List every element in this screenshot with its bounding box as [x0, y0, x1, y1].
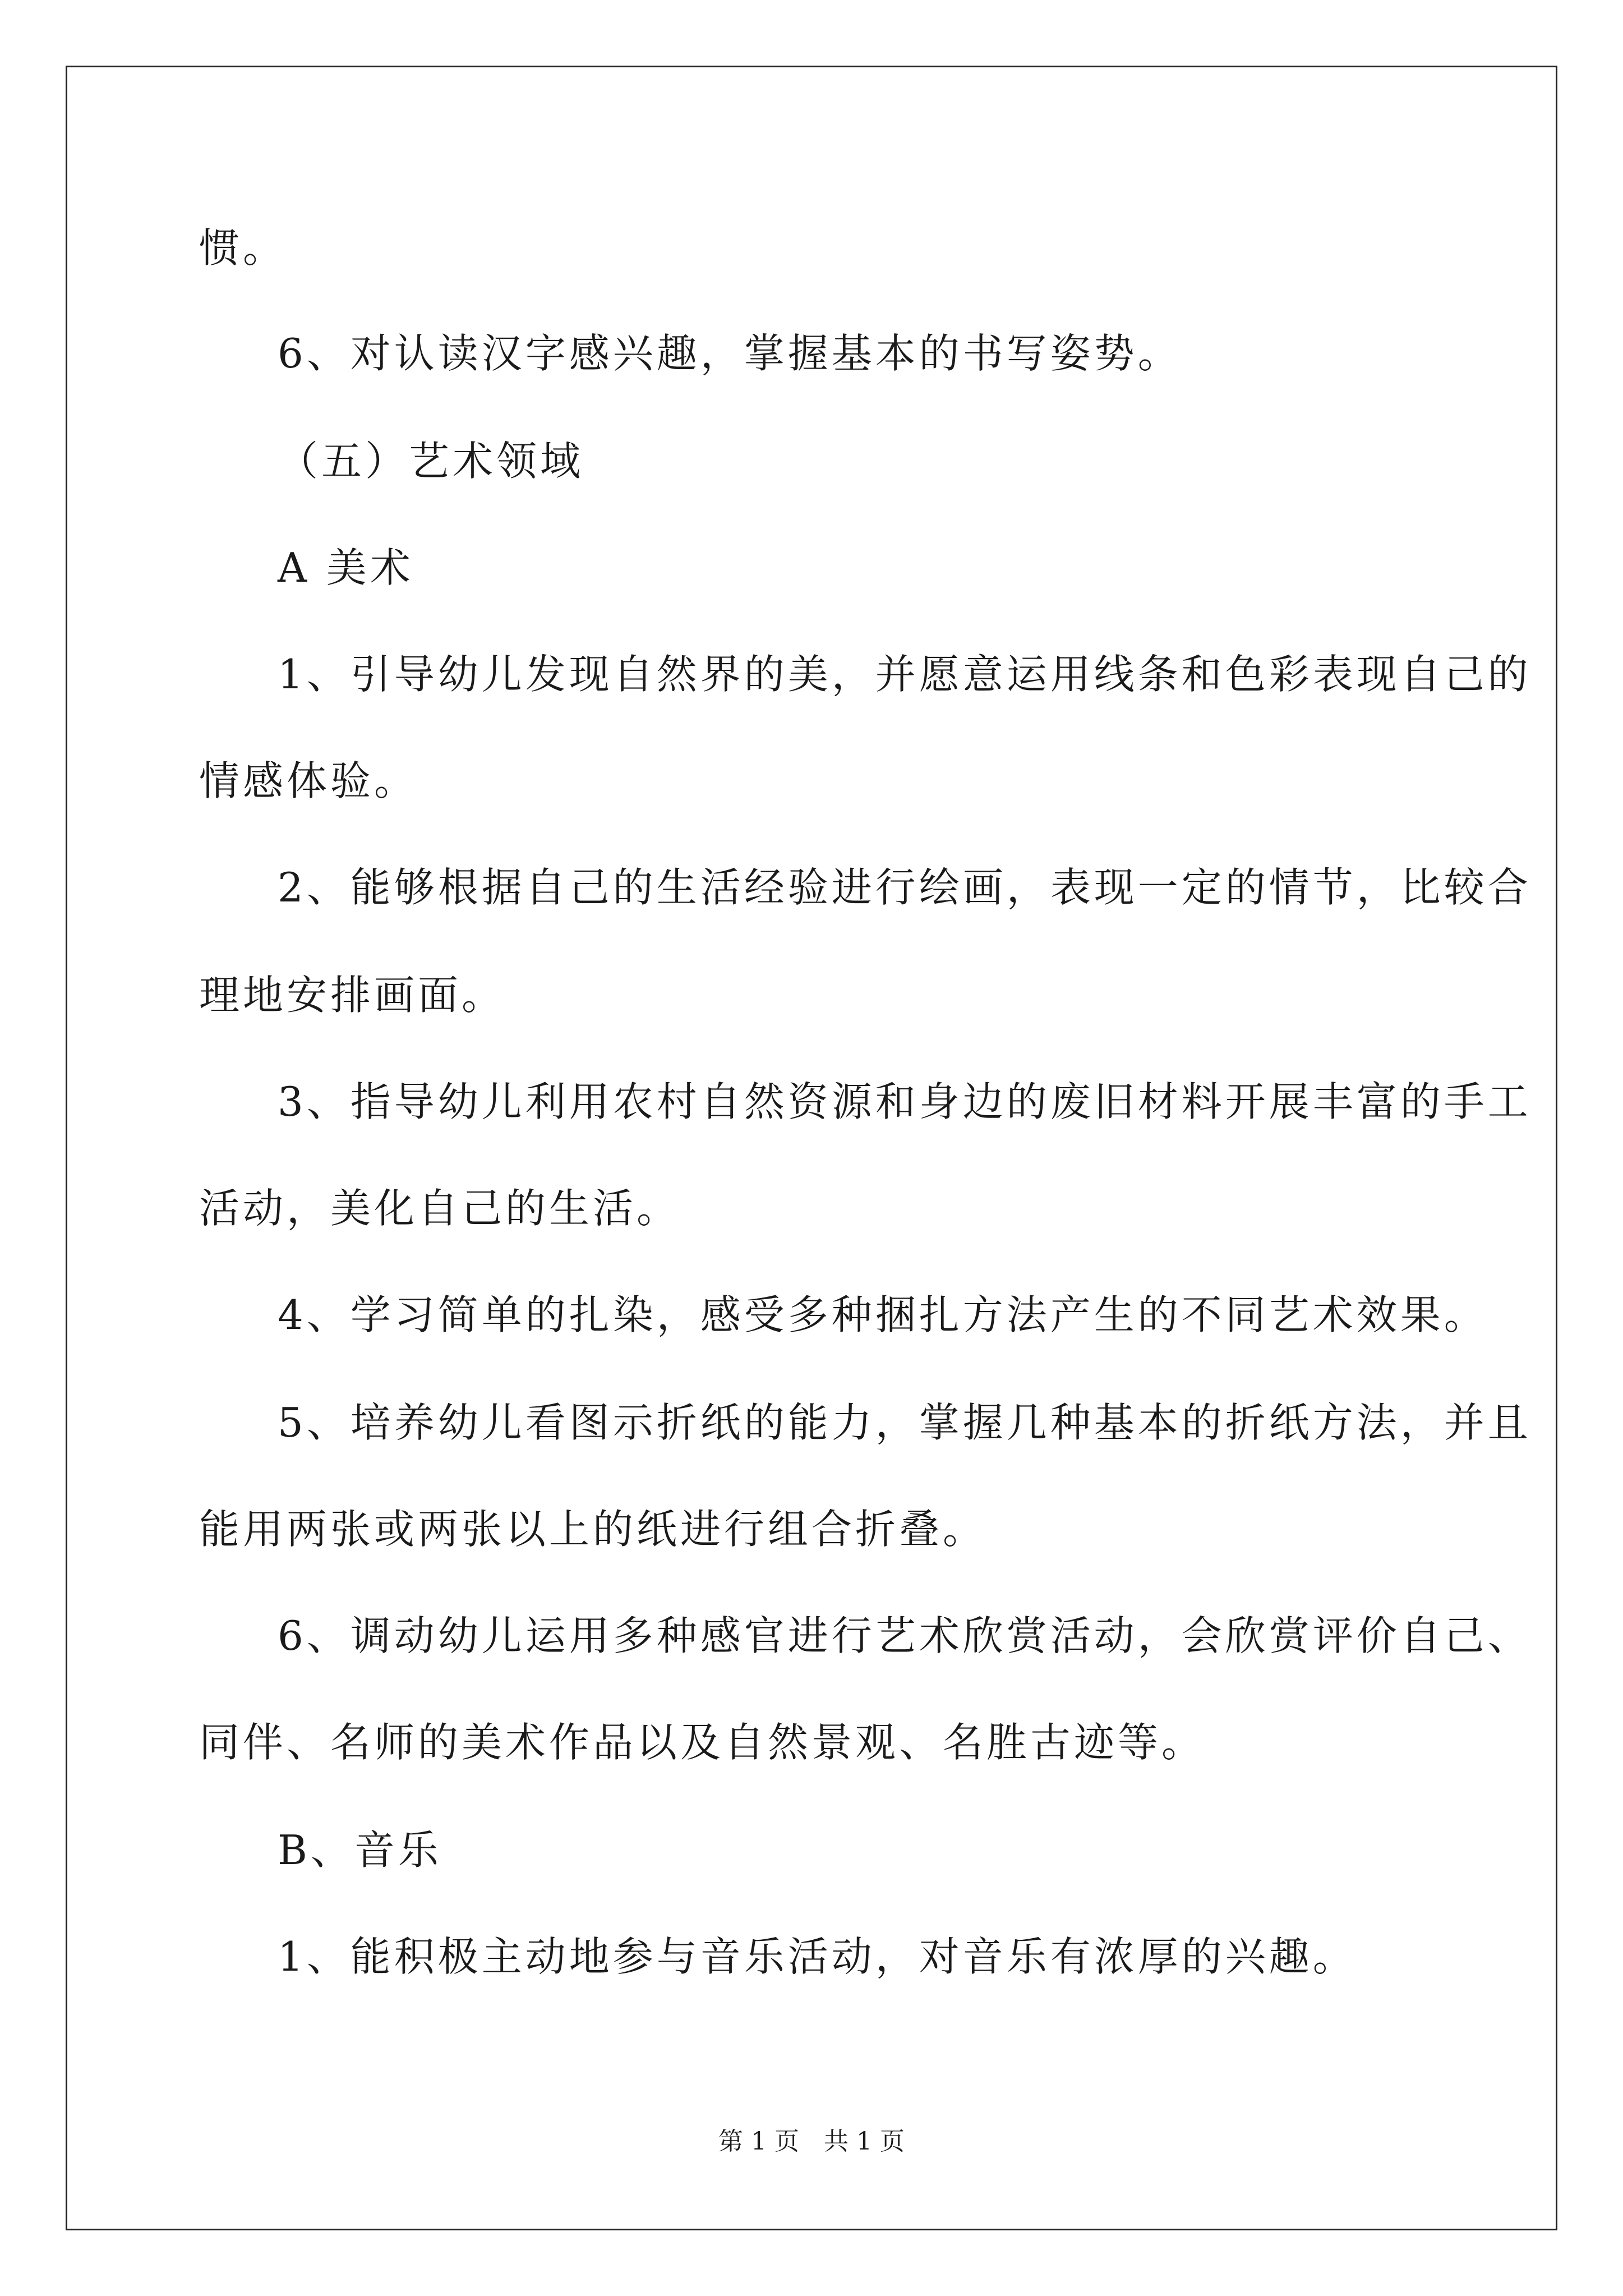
paragraph-p7-line-1: 4、学习简单的扎染，感受多种捆扎方法产生的不同艺术效果。: [278, 1291, 1488, 1338]
paragraph-p9-line-1: 6、调动幼儿运用多种感官进行艺术欣赏活动，会欣赏评价自己、: [278, 1612, 1532, 1659]
page-border: [66, 66, 1557, 2230]
paragraph-p9-line-2: 同伴、名师的美术作品以及自然景观、名胜古迹等。: [199, 1719, 1206, 1766]
paragraph-p5-line-1: 2、能够根据自己的生活经验进行绘画，表现一定的情节，比较合: [278, 864, 1532, 911]
paragraph-p6-line-2: 活动，美化自己的生活。: [199, 1185, 681, 1232]
page-number-footer: 第 1 页 共 1 页: [718, 2127, 905, 2156]
paragraph-p4-line-2: 情感体验。: [199, 757, 418, 804]
paragraph-p2-heading: （五）艺术领域: [278, 438, 584, 485]
paragraph-p1-line-1: 6、对认读汉字感兴趣，掌握基本的书写姿势。: [278, 330, 1182, 377]
paragraph-p10-subheading: B、音乐: [278, 1826, 442, 1874]
paragraph-p8-line-2: 能用两张或两张以上的纸进行组合折叠。: [199, 1506, 987, 1553]
paragraph-p8-line-1: 5、培养幼儿看图示折纸的能力，掌握几种基本的折纸方法，并且: [278, 1399, 1532, 1446]
paragraph-p11-line-1: 1、能积极主动地参与音乐活动，对音乐有浓厚的兴趣。: [278, 1933, 1357, 1980]
paragraph-p5-line-2: 理地安排画面。: [199, 972, 506, 1019]
paragraph-p0-line-1: 惯。: [199, 224, 287, 272]
paragraph-p4-line-1: 1、引导幼儿发现自然界的美，并愿意运用线条和色彩表现自己的: [278, 651, 1532, 698]
paragraph-p3-subheading: A 美术: [278, 544, 414, 591]
paragraph-p6-line-1: 3、指导幼儿利用农村自然资源和身边的废旧材料开展丰富的手工: [278, 1078, 1532, 1125]
